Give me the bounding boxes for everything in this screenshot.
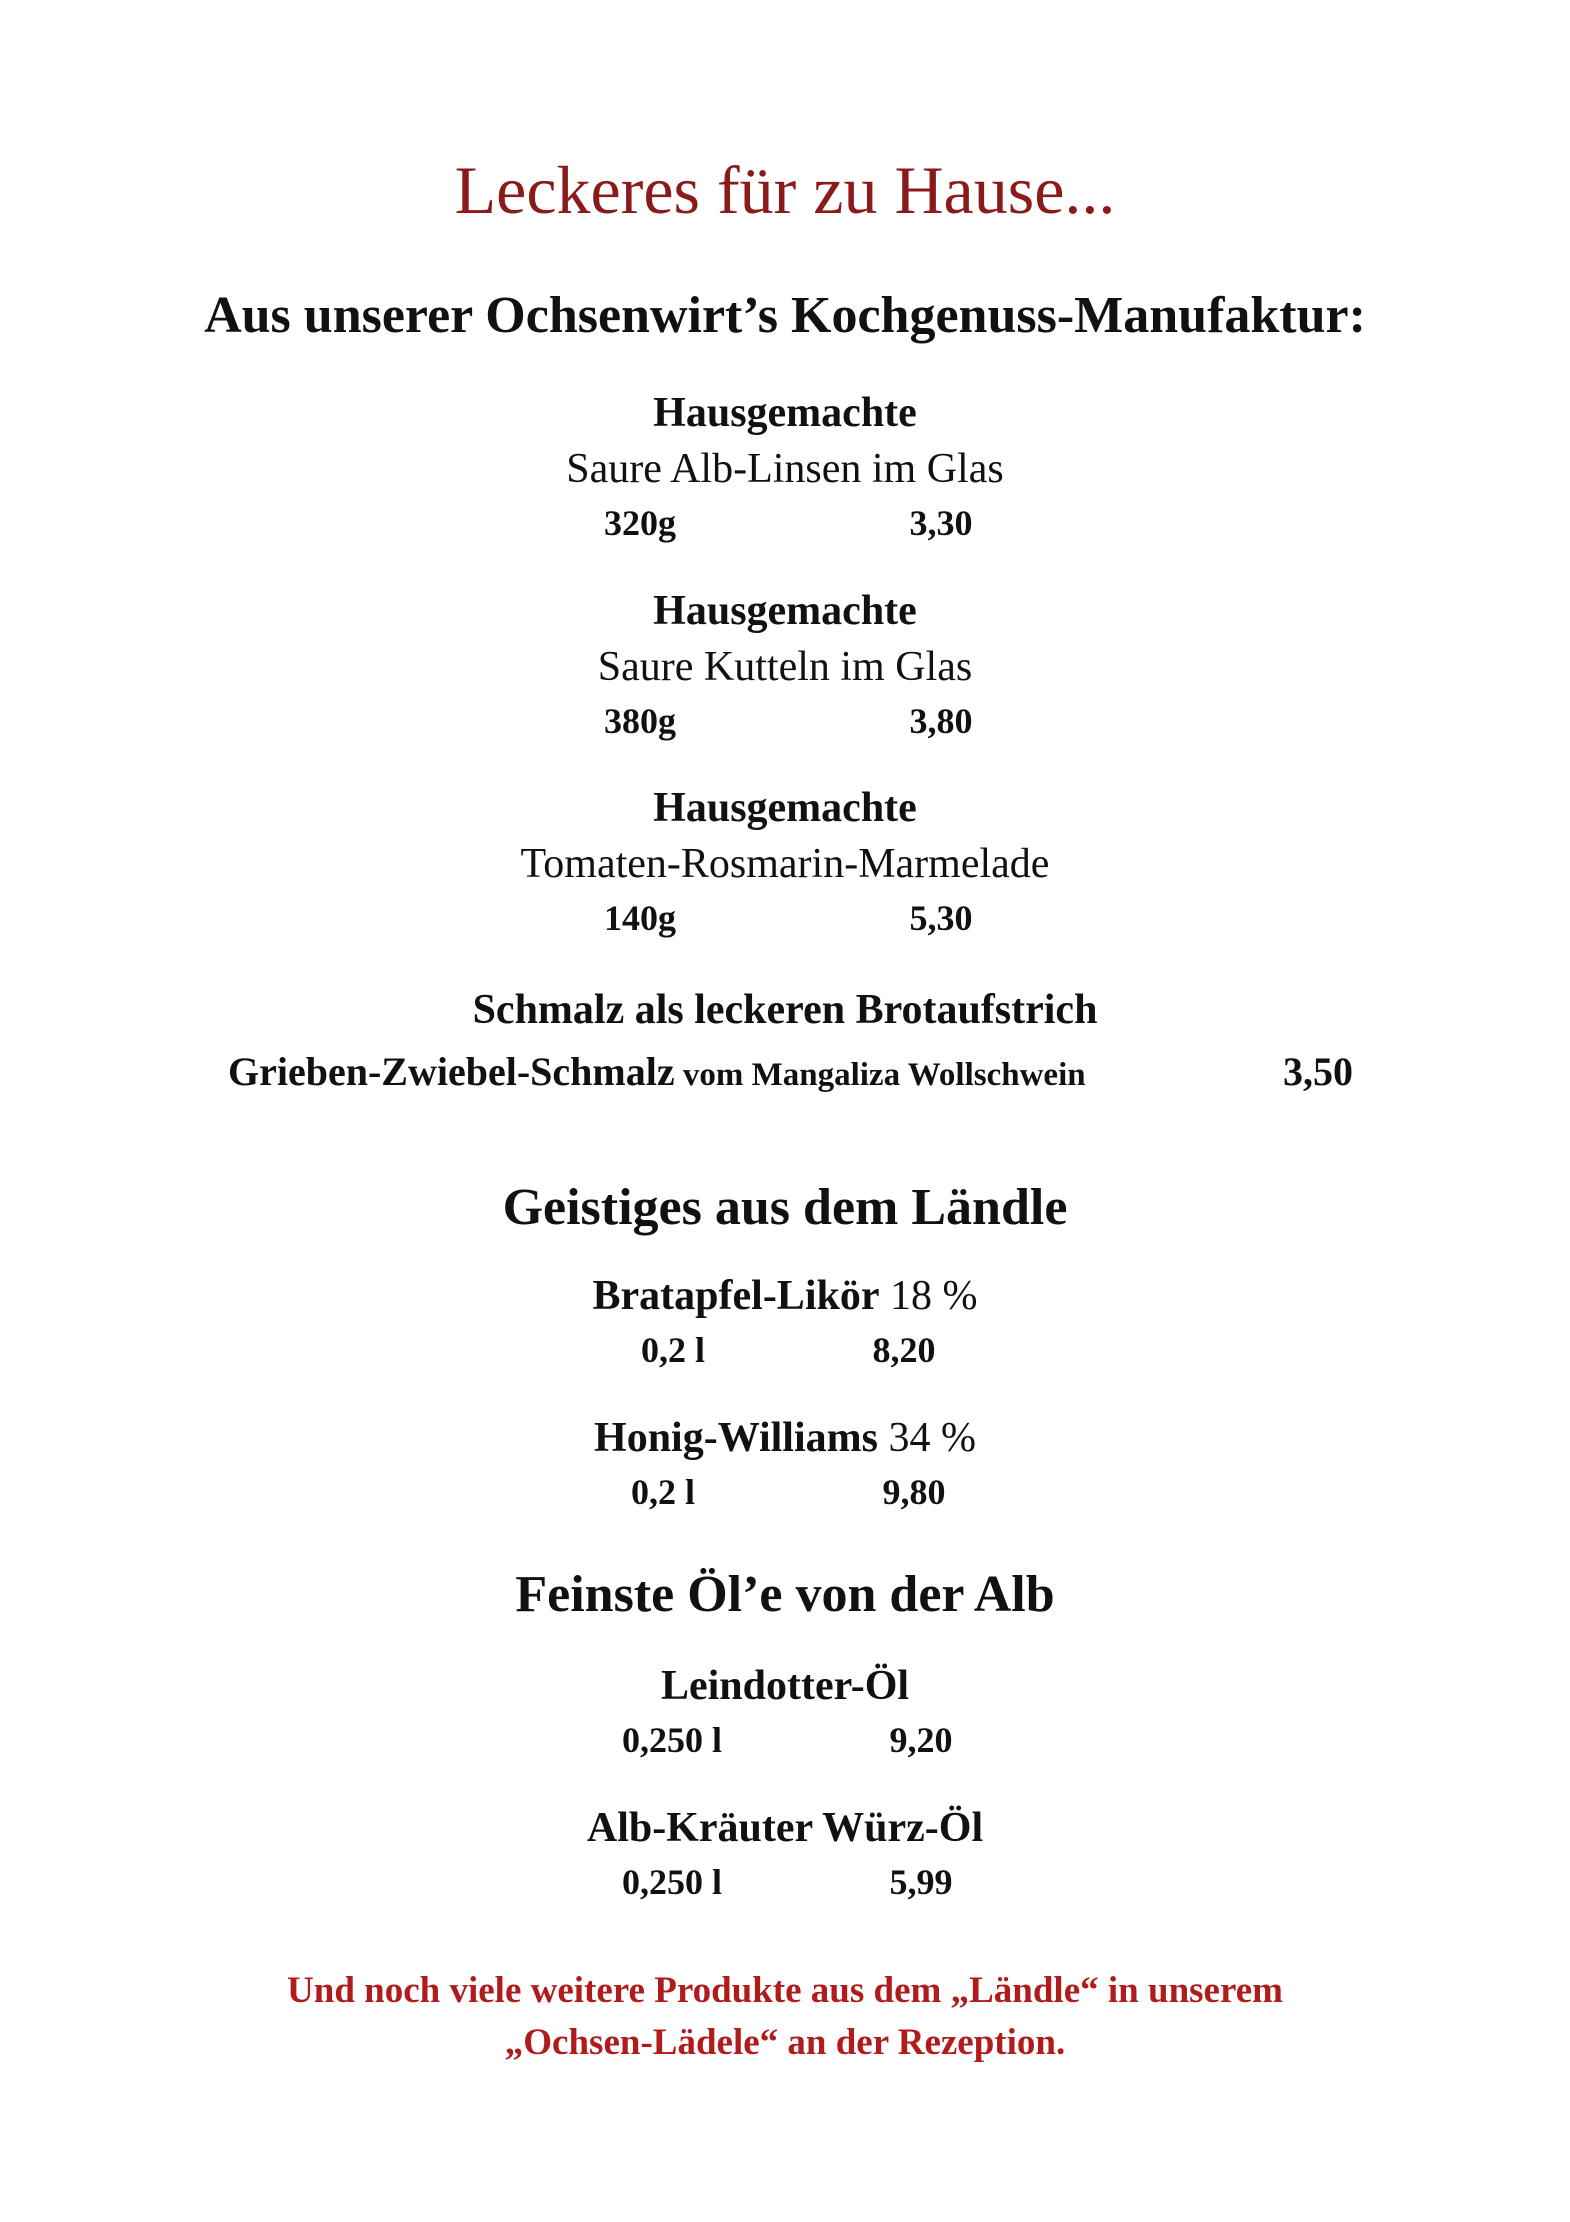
product-price-row (0, 1856, 1570, 1908)
shop-notice (0, 1965, 1570, 2069)
product-item (0, 1410, 1570, 1518)
product-item (0, 1268, 1570, 1376)
product-percent: 18 % (879, 1273, 978, 1319)
product-quantity: 140g (604, 898, 676, 938)
product-quantity: 0,2 l (630, 1472, 696, 1512)
product-price-row (0, 1714, 1570, 1766)
product-name: Saure Kutteln im Glas (597, 644, 973, 690)
schmalz-price: 3,50 (1283, 1049, 1353, 1094)
page-title: Leckeres für zu Hause... (454, 152, 1116, 228)
shop-notice-line: „Ochsen-Lädele“ an der Rezeption. (504, 2022, 1066, 2063)
product-price: 5,99 (889, 1862, 953, 1902)
product-price-row (0, 892, 1570, 944)
product-price-row (0, 1324, 1570, 1376)
geistiges-heading: Geistiges aus dem Ländle (502, 1179, 1068, 1236)
product-label: Hausgemachte (653, 588, 917, 634)
shop-notice-line: Und noch viele weitere Produkte aus dem „Ländle“ in unserem (287, 1970, 1283, 2011)
product-price: 9,80 (882, 1472, 946, 1512)
product-price: 8,20 (872, 1330, 936, 1370)
product-name-row (0, 1268, 1570, 1324)
product-price: 9,20 (889, 1720, 953, 1760)
product-quantity: 320g (604, 503, 676, 543)
product-name-row (0, 1410, 1570, 1466)
schmalz-description: vom Mangaliza Wollschwein (674, 1057, 1086, 1093)
product-item (0, 385, 1570, 549)
product-name: Honig-Williams (594, 1415, 878, 1461)
schmalz-text (228, 1044, 1086, 1103)
product-item (0, 583, 1570, 747)
product-price-row (0, 695, 1570, 747)
product-quantity: 0,250 l (621, 1720, 723, 1760)
product-label: Hausgemachte (653, 785, 917, 831)
product-name: Alb-Kräuter Würz-Öl (586, 1805, 984, 1851)
product-label: Hausgemachte (653, 390, 917, 436)
product-name: Bratapfel-Likör (592, 1273, 880, 1319)
product-price: 3,30 (909, 503, 973, 543)
product-price-row (0, 497, 1570, 549)
schmalz-heading (0, 982, 1570, 1038)
product-price-row (0, 1466, 1570, 1518)
product-item (0, 1800, 1570, 1908)
product-quantity: 0,2 l (640, 1330, 706, 1370)
schmalz-name: Grieben-Zwiebel-Schmalz (228, 1049, 675, 1094)
schmalz-heading-text: Schmalz als leckeren Brotaufstrich (472, 987, 1098, 1033)
product-name: Tomaten-Rosmarin-Marmelade (520, 841, 1050, 887)
schmalz-row (0, 1044, 1570, 1100)
product-name: Leindotter-Öl (660, 1663, 910, 1709)
product-item (0, 780, 1570, 944)
product-price: 3,80 (909, 701, 973, 741)
oele-heading: Feinste Öl’e von der Alb (515, 1566, 1055, 1623)
product-quantity: 0,250 l (621, 1862, 723, 1902)
product-item (0, 1658, 1570, 1766)
product-percent: 34 % (877, 1415, 976, 1461)
product-name: Saure Alb-Linsen im Glas (566, 446, 1004, 492)
product-price: 5,30 (909, 898, 973, 938)
manufaktur-heading: Aus unserer Ochsenwirt’s Kochgenuss-Manufaktur: (204, 287, 1366, 344)
product-quantity: 380g (604, 701, 676, 741)
